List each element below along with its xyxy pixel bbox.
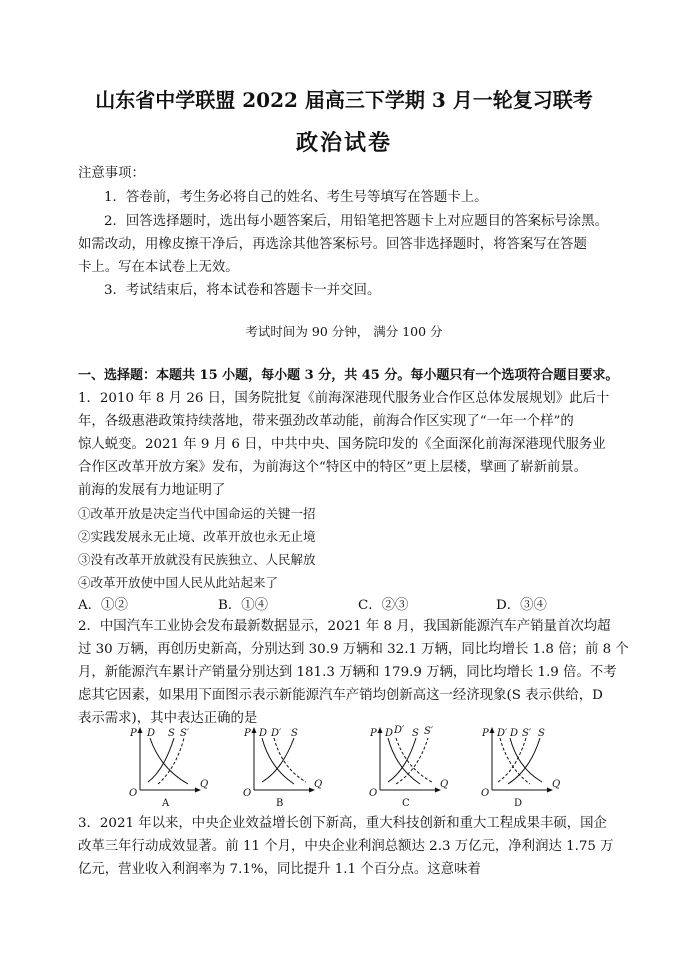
curve-label: S bbox=[168, 728, 175, 739]
demand-curve bbox=[262, 738, 294, 784]
supply-demand-graph-a bbox=[126, 724, 210, 808]
q1-option-b[interactable]: B．①④ bbox=[218, 598, 269, 613]
notice-line: 3．考试结束后，将本试卷和答题卡一并交回。 bbox=[104, 283, 381, 298]
q1-line: 惊人蜕变。2021 年 9 月 6 日，中共中央、国务院印发的《全面深化前海深港现代服务业 bbox=[78, 437, 606, 452]
q2-line: 虑其它因素，如果用下面图示表示新能源汽车产销均创新高这一经济现象(S 表示供给，D bbox=[78, 688, 603, 703]
supply-demand-graph-d bbox=[478, 724, 562, 808]
q3-line: 亿元，营业收入利润率为 7.1%，同比提升 1.1 个百分点。这意味着 bbox=[78, 862, 481, 877]
demand-curve-shifted bbox=[500, 738, 530, 784]
axis-p-label: P bbox=[244, 728, 251, 739]
origin-label: O bbox=[129, 788, 138, 799]
notice-line: 2．回答选择题时，选出每小题答案后，用铅笔把答题卡上对应题目的答案标号涂黑。 bbox=[104, 214, 608, 229]
axis-q-label: Q bbox=[440, 779, 449, 790]
curve-label: S′ bbox=[180, 728, 190, 739]
curve-label: D′ bbox=[271, 728, 282, 739]
curve-label: S bbox=[538, 728, 545, 739]
q1-statement: ①改革开放是决定当代中国命运的关键一招 bbox=[78, 506, 316, 521]
curve-label: S bbox=[412, 728, 419, 739]
curve-label: D bbox=[385, 728, 394, 739]
origin-label: O bbox=[243, 788, 252, 799]
curve-label: S bbox=[291, 728, 298, 739]
q1-statement: ②实践发展永无止境、改革开放也永无止境 bbox=[78, 529, 316, 544]
notice-heading: 注意事项： bbox=[78, 166, 145, 181]
exam-title: 山东省中学联盟 2022 届高三下学期 3 月一轮复习联考 bbox=[95, 88, 593, 112]
q1-option-d[interactable]: D．③④ bbox=[496, 598, 547, 613]
supply-curve bbox=[262, 738, 294, 782]
q1-options bbox=[78, 594, 638, 614]
axis-q-label: Q bbox=[200, 779, 209, 790]
axis-q-label: Q bbox=[314, 779, 323, 790]
graph-caption: A bbox=[162, 798, 170, 808]
q3-line: 3．2021 年以来，中央企业效益增长创下新高，重大科技创新和重大工程成果丰硕，国企 bbox=[78, 816, 607, 831]
q2-line: 月，新能源汽车累计产销量分别达到 181.3 万辆和 179.9 万辆，同比均增长 1.9 倍。不考 bbox=[78, 665, 617, 680]
q1-line: 1．2010 年 8 月 26 日，国务院批复《前海深港现代服务业合作区总体发展规划》此后十 bbox=[78, 391, 610, 406]
axis-p-label: P bbox=[130, 728, 137, 739]
supply-demand-graph-b bbox=[240, 724, 324, 808]
demand-curve bbox=[388, 738, 420, 784]
curve-label: S′ bbox=[424, 726, 434, 737]
curve-label: D bbox=[510, 728, 519, 739]
section-heading: 一、选择题：本题共 15 小题，每小题 3 分，共 45 分。每小题只有一个选项符合题目要求。 bbox=[78, 368, 619, 383]
notice-line: 如需改动，用橡皮擦干净后，再选涂其他答案标号。回答非选择题时，将答案写在答题 bbox=[78, 237, 587, 252]
q2-line: 2．中国汽车工业协会发布最新数据显示，2021 年 8 月，我国新能源汽车产销量首次均超 bbox=[78, 619, 611, 634]
demand-curve bbox=[510, 738, 542, 782]
q2-line: 表示需求)，其中表达正确的是 bbox=[78, 711, 258, 726]
curve-label: S′ bbox=[522, 728, 532, 739]
supply-curve-shifted bbox=[396, 738, 428, 784]
q1-statement: ③没有改革开放就没有民族独立、人民解放 bbox=[78, 552, 316, 567]
graph-caption: D bbox=[514, 798, 523, 808]
q1-option-a[interactable]: A．①② bbox=[78, 598, 128, 613]
graph-caption: B bbox=[276, 798, 284, 808]
notice-line: 卡上。写在本试卷上无效。 bbox=[78, 260, 239, 275]
q3-line: 改革三年行动成效显著。前 11 个月，中央企业利润总额达 2.3 万亿元，净利润达 1.75 万 bbox=[78, 839, 614, 854]
exam-time-info: 考试时间为 90 分钟， 满分 100 分 bbox=[245, 324, 443, 339]
origin-label: O bbox=[369, 788, 378, 799]
q1-line: 合作区改革开放方案》发布，为前海这个“特区中的特区”更上层楼，擘画了崭新前景。 bbox=[78, 460, 588, 475]
axis-q-label: Q bbox=[552, 779, 561, 790]
origin-label: O bbox=[481, 788, 490, 799]
demand-curve-shifted bbox=[274, 738, 306, 782]
supply-curve bbox=[388, 738, 416, 782]
q1-line: 年，各级惠港政策持续落地，带来强劲改革动能，前海合作区实现了“一年一个样”的 bbox=[78, 414, 574, 429]
curve-label: D bbox=[259, 728, 268, 739]
curve-label: D′ bbox=[394, 725, 405, 736]
notice-line: 1．答卷前，考生务必将自己的姓名、考生号等填写在答题卡上。 bbox=[104, 190, 488, 205]
q1-statement: ④改革开放使中国人民从此站起来了 bbox=[78, 575, 279, 590]
graph-caption: C bbox=[402, 798, 410, 808]
curve-label: D bbox=[147, 728, 156, 739]
q2-line: 过 30 万辆，再创历史新高，分别达到 30.9 万辆和 32.1 万辆，同比均增长 1.8 倍；前 8 个 bbox=[78, 642, 629, 657]
supply-demand-graph-c bbox=[366, 724, 450, 808]
axis-p-label: P bbox=[370, 728, 377, 739]
exam-subject: 政治试卷 bbox=[295, 130, 392, 156]
q1-line: 前海的发展有力地证明了 bbox=[78, 483, 226, 498]
axis-p-label: P bbox=[482, 728, 489, 739]
curve-label: D′ bbox=[497, 728, 508, 739]
q1-option-c[interactable]: C．②③ bbox=[358, 598, 409, 613]
